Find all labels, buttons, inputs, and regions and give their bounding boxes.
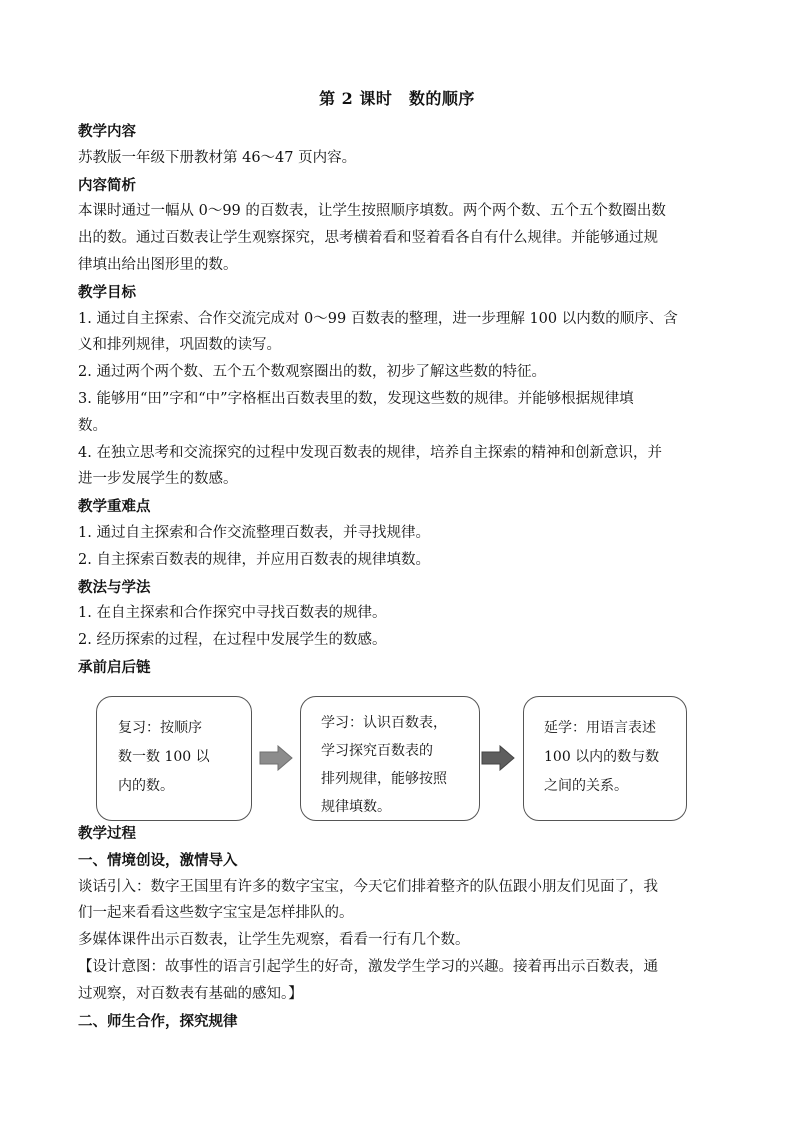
- paragraph-line: 出的数。通过百数表让学生观察探究，思考横着看和竖着看各自有什么规律。并能够通过规: [78, 230, 658, 247]
- paragraph-line: 过观察，对百数表有基础的感知。】: [78, 985, 303, 1002]
- section-heading: 教法与学法: [78, 578, 151, 596]
- paragraph-line: 4. 在独立思考和交流探究的过程中发现百数表的规律，培养自主探索的精神和创新意识，并: [78, 444, 662, 461]
- paragraph-line: 1. 在自主探索和合作探究中寻找百数表的规律。: [78, 605, 387, 622]
- paragraph-line: 数。: [78, 417, 107, 434]
- paragraph-line: 本课时通过一幅从 0～99 的百数表，让学生按照顺序填数。两个两个数、五个五个数圈出数: [78, 203, 666, 220]
- section-heading: 教学重难点: [78, 498, 151, 516]
- paragraph-line: 1. 通过自主探索和合作交流整理百数表，并寻找规律。: [78, 525, 430, 541]
- section-heading: 教学内容: [78, 123, 136, 140]
- paragraph-line: 2. 经历探索的过程，在过程中发展学生的数感。: [78, 632, 387, 649]
- paragraph-line: 2. 通过两个两个数、五个五个数观察圈出的数，初步了解这些数的特征。: [78, 364, 546, 381]
- page-title: 第 2 课时 数的顺序: [319, 89, 475, 108]
- flow-box-review: [96, 696, 252, 821]
- flow-box-review-text: 复习：按顺序 数一数 100 以 内的数。: [118, 720, 210, 794]
- paragraph-line: 2. 自主探索百数表的规律，并应用百数表的规律填数。: [78, 551, 430, 568]
- flow-box-extend: [523, 696, 687, 821]
- flow-box-extend-text: 延学：用语言表述 100 以内的数与数 之间的关系。: [544, 720, 660, 794]
- paragraph-line: 【设计意图：故事性的语言引起学生的好奇，激发学生学习的兴趣。接着再出示百数表，通: [78, 959, 658, 975]
- section-heading: 教学过程: [78, 825, 136, 842]
- paragraph-line: 谈话引入：数字王国里有许多的数字宝宝，今天它们排着整齐的队伍跟小朋友们见面了，我: [78, 878, 658, 895]
- section-heading: 内容简析: [78, 176, 136, 194]
- paragraph-line: 进一步发展学生的数感。: [78, 471, 238, 488]
- section-heading: 教学目标: [78, 283, 136, 301]
- arrow-right-icon: [480, 745, 516, 771]
- section-heading: 承前启后链: [78, 659, 151, 676]
- arrow-right-icon: [258, 745, 294, 771]
- flow-box-learn: [300, 696, 480, 821]
- paragraph-line: 1. 通过自主探索、合作交流完成对 0～99 百数表的整理，进一步理解 100 以内数的顺序、含: [78, 310, 678, 327]
- paragraph-line: 3. 能够用“田”字和“中”字格框出百数表里的数，发现这些数的规律。并能够根据规律填: [78, 391, 634, 407]
- section-heading: 二、师生合作，探究规律: [78, 1012, 238, 1030]
- section-heading: 一、情境创设，激情导入: [78, 851, 238, 869]
- paragraph-line: 们一起来看看这些数字宝宝是怎样排队的。: [78, 905, 354, 922]
- flow-box-learn-text: 学习：认识百数表， 学习探究百数表的 排列规律，能够按照 规律填数。: [321, 715, 447, 815]
- paragraph-line: 苏教版一年级下册教材第 46～47 页内容。: [78, 149, 357, 166]
- paragraph-line: 义和排列规律，巩固数的读写。: [78, 337, 281, 354]
- paragraph-line: 多媒体课件出示百数表，让学生先观察，看看一行有几个数。: [78, 932, 470, 949]
- paragraph-line: 律填出给出图形里的数。: [78, 257, 238, 273]
